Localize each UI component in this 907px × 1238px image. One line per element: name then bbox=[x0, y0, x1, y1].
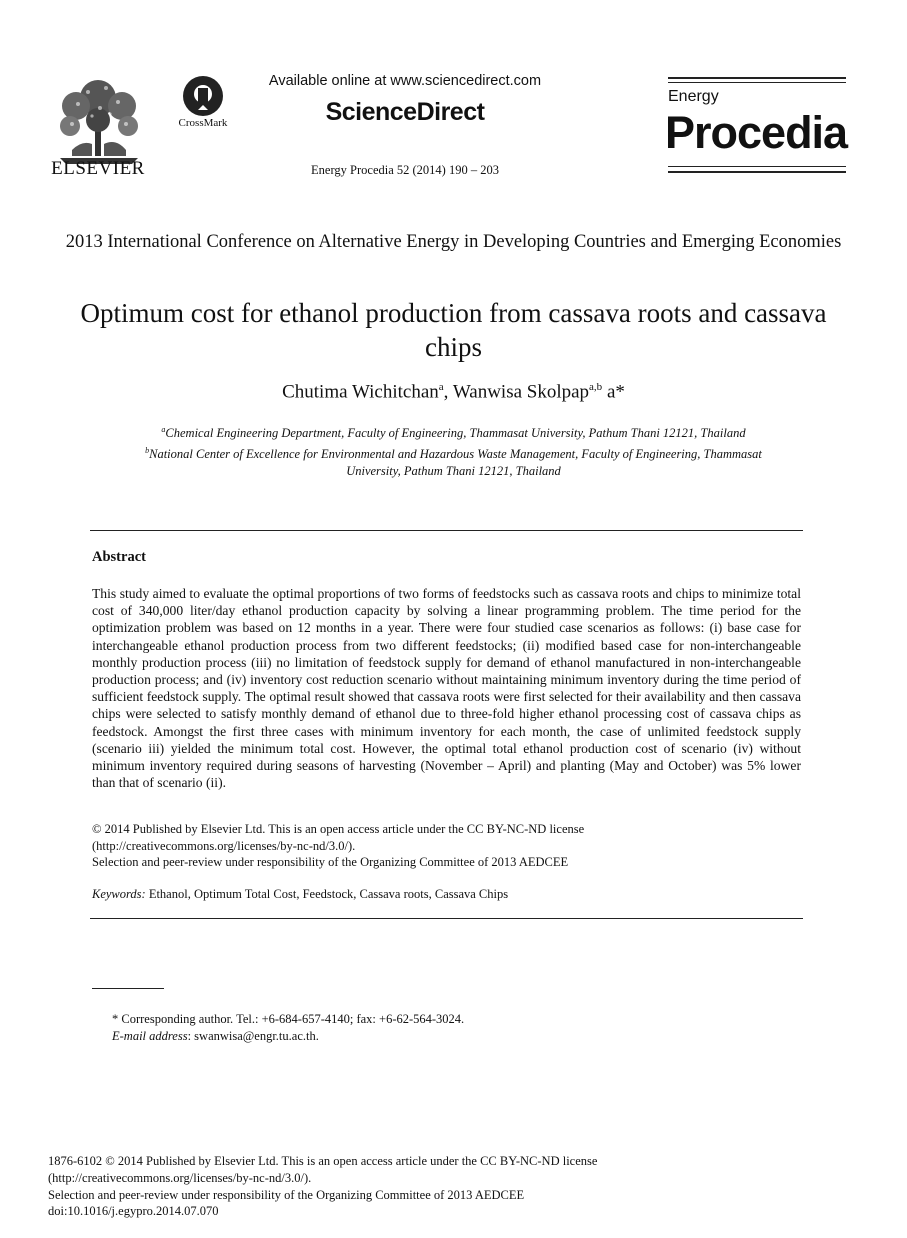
license-line: © 2014 Published by Elsevier Ltd. This is an open access article under the CC BY-NC-ND license bbox=[92, 822, 585, 836]
footnote-rule bbox=[92, 988, 164, 989]
journal-logo-energy: Energy bbox=[668, 88, 719, 105]
paper-title: Optimum cost for ethanol production from cassava roots and cassava chips bbox=[80, 298, 827, 362]
license-block bbox=[92, 821, 801, 871]
keywords-list: Ethanol, Optimum Total Cost, Feedstock, Cassava roots, Cassava Chips bbox=[145, 887, 509, 901]
bottom-license bbox=[48, 1153, 848, 1220]
keywords bbox=[92, 887, 801, 902]
sciencedirect-wordmark: ScienceDirect bbox=[325, 98, 485, 126]
available-online-text[interactable]: Available online at www.sciencedirect.com bbox=[268, 73, 542, 89]
journal-logo-rule-top bbox=[668, 77, 846, 79]
affiliation-b bbox=[60, 442, 847, 480]
author-list bbox=[60, 381, 847, 403]
abstract-heading: Abstract bbox=[92, 549, 146, 565]
email-address[interactable]: : swanwisa@engr.tu.ac.th. bbox=[187, 1029, 319, 1043]
affiliation-text: National Center of Excellence for Environmental and Hazardous Waste Management, Faculty of Engineering, Thammasat University, Pathum Thani 12121, Thailand bbox=[149, 447, 762, 479]
issn-license-line: 1876-6102 © 2014 Published by Elsevier Ltd. This is an open access article under the CC BY-NC-ND license bbox=[48, 1154, 598, 1168]
author-affiliation-mark: a,b bbox=[589, 381, 603, 393]
journal-logo-procedia: Procedia bbox=[665, 107, 848, 158]
keywords-label: Keywords: bbox=[92, 887, 146, 901]
email-label: E-mail address bbox=[112, 1029, 188, 1043]
conference-name: 2013 International Conference on Alternative Energy in Developing Countries and Emerging Economies bbox=[65, 232, 842, 252]
journal-citation: Energy Procedia 52 (2014) 190 – 203 bbox=[311, 163, 499, 177]
journal-logo-rule-bottom bbox=[668, 171, 846, 173]
divider-top bbox=[90, 530, 803, 531]
email-line bbox=[112, 1028, 812, 1045]
author-affiliation-mark: a bbox=[438, 381, 444, 393]
affiliation-a bbox=[60, 421, 847, 442]
corresponding-mark: a* bbox=[602, 381, 625, 403]
license-link[interactable]: (http://creativecommons.org/licenses/by-nc-nd/3.0/). bbox=[48, 1170, 312, 1185]
author-separator: , bbox=[443, 381, 453, 403]
divider-bottom bbox=[90, 918, 803, 919]
footnote bbox=[112, 1011, 812, 1045]
corresponding-author-note: * Corresponding author. Tel.: +6-684-657-4140; fax: +6-62-564-3024. bbox=[112, 1012, 465, 1026]
affiliations bbox=[60, 421, 847, 480]
author-name: Wanwisa Skolpap bbox=[452, 381, 590, 403]
affiliation-mark: a bbox=[161, 425, 166, 434]
peer-review-line: Selection and peer-review under responsibility of the Organizing Committee of 2013 AEDCEE bbox=[48, 1187, 525, 1202]
license-link[interactable]: (http://creativecommons.org/licenses/by-nc-nd/3.0/). bbox=[92, 838, 356, 853]
elsevier-wordmark: ELSEVIER bbox=[51, 158, 145, 179]
affiliation-text: Chemical Engineering Department, Faculty of Engineering, Thammasat University, Pathum Thani 12121, Thailand bbox=[165, 426, 746, 441]
peer-review-line: Selection and peer-review under responsibility of the Organizing Committee of 2013 AEDCEE bbox=[92, 855, 569, 869]
crossmark-label: CrossMark bbox=[178, 117, 228, 129]
journal-logo-rule-top-thin bbox=[668, 82, 846, 83]
abstract-text: This study aimed to evaluate the optimal proportions of two forms of feedstocks such as cassava roots and chips to minimize total cost of 340,000 liter/day ethanol production capacity by solving a linear programming problem. The time period for the optimization problem was based on 12 months in a year. There were four studied case scenarios as follows: (i) base case for interchangeable ethanol production process from two different feedstocks; (ii) modified based case for non-interchangeable monthly production process (iii) no limitation of feedstock supply for demand of ethanol manufactured in non-interchangeable production process; and (iv) inventory cost reduction scenario without maintaining minimum inventory during the time period of sufficient feedstock supply. The optimal result showed that cassava roots were first selected for their availability and then cassava chips were selected to satisfy monthly demand of ethanol due to three-fold higher ethanol processing cost of cassava chips as feedstock. Amongst the first three cases with minimum inventory for each month, the case of unlimited feedstock supply (scenario iii) yielded the minimum total cost. However, the optimal total ethanol production cost of scenario (iv) without minimum inventory required during seasons of harvesting (November – April) and planting (May and October) was 5% lower than that of scenario (ii). bbox=[92, 586, 801, 791]
author-name: Chutima Wichitchan bbox=[282, 381, 439, 403]
journal-logo-rule-bottom-thin bbox=[668, 166, 846, 167]
affiliation-mark: b bbox=[145, 446, 150, 456]
doi[interactable]: doi:10.1016/j.egypro.2014.07.070 bbox=[48, 1204, 219, 1219]
crossmark-icon[interactable] bbox=[178, 74, 228, 118]
